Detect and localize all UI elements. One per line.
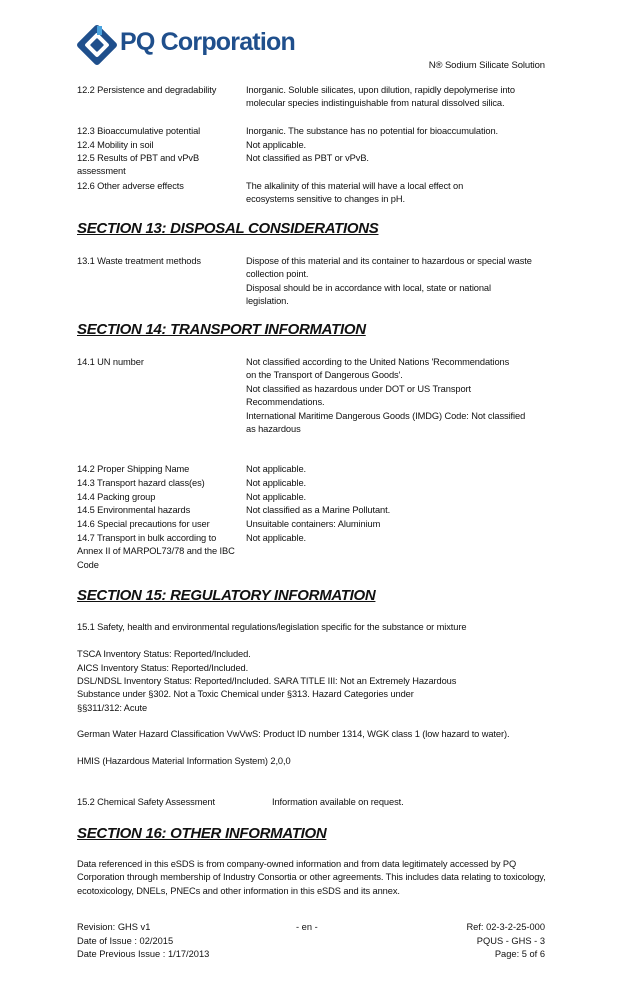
product-name: N® Sodium Silicate Solution (428, 60, 545, 71)
pq-logo-icon (76, 24, 118, 66)
footer-date-previous: Date Previous Issue : 1/17/2013 (77, 949, 210, 960)
item-value: Not classified as a Marine Pollutant. (246, 505, 391, 515)
item-label: 12.5 Results of PBT and vPvB assessment (77, 153, 200, 177)
item-label: 14.2 Proper Shipping Name (77, 464, 190, 474)
logo-text: PQ Corporation (120, 28, 295, 56)
item-value: International Maritime Dangerous Goods (IMDG) Code: Not classified as hazardous (246, 411, 526, 435)
item-label: 12.3 Bioaccumulative potential (77, 126, 201, 136)
item-value: Not classified according to the United Nations 'Recommendations on the Transport of Dangerous Goods'. (246, 357, 510, 381)
regulation-line: German Water Hazard Classification VwVwS: Product ID number 1314, WGK class 1 (low hazard to water). (77, 729, 510, 739)
item-value: Not applicable. (246, 533, 307, 543)
item-label: 13.1 Waste treatment methods (77, 256, 201, 266)
item-value: Not classified as PBT or vPvB. (246, 153, 369, 163)
item-value: Not applicable. (246, 140, 307, 150)
regulation-line: HMIS (Hazardous Material Information System) 2,0,0 (77, 756, 291, 766)
item-label: 12.4 Mobility in soil (77, 140, 154, 150)
item-value: Dispose of this material and its container to hazardous or special waste collection point. (246, 256, 532, 280)
item-value: Not applicable. (246, 478, 307, 488)
regulation-line: DSL/NDSL Inventory Status: Reported/Included. SARA TITLE III: Not an Extremely Hazardous Substance under §302. Not a Toxic Chemical under §313. Hazard Categories under §§311/312: Acute (77, 676, 457, 713)
other-info-paragraph: Data referenced in this eSDS is from company-owned information and from data legitimately accessed by PQ Corporation through membership of Industry Consortia or other agreements. This includes data relating to toxicology, ecotoxicology, DNELs, PNECs and other information in this eSDS and its annex. (77, 859, 546, 896)
item-label: 14.3 Transport hazard class(es) (77, 478, 205, 488)
item-value: The alkalinity of this material will have a local effect on ecosystems sensitive to changes in pH. (246, 181, 464, 205)
csa-label: 15.2 Chemical Safety Assessment (77, 797, 215, 807)
regulation-line: 15.1 Safety, health and environmental regulations/legislation specific for the substance or mixture (77, 622, 467, 632)
item-value: Not classified as hazardous under DOT or US Transport Recommendations. (246, 384, 471, 408)
csa-value: Information available on request. (272, 797, 404, 807)
company-logo (76, 24, 296, 68)
item-label: 14.4 Packing group (77, 492, 156, 502)
footer-revision: Revision: GHS v1 (77, 922, 151, 932)
section-heading: SECTION 14: TRANSPORT INFORMATION (77, 321, 366, 338)
footer-right (466, 921, 545, 962)
regulation-line: AICS Inventory Status: Reported/Included. (77, 663, 249, 673)
footer-language: - en - (296, 922, 318, 932)
item-label: 14.6 Special precautions for user (77, 519, 210, 529)
section-heading: SECTION 13: DISPOSAL CONSIDERATIONS (77, 220, 379, 237)
item-label: 14.1 UN number (77, 357, 144, 367)
item-label: 12.6 Other adverse effects (77, 181, 184, 191)
footer-doc-code: PQUS - GHS - 3 (476, 935, 545, 946)
item-value: Not applicable. (246, 464, 307, 474)
item-value: Disposal should be in accordance with local, state or national legislation. (246, 283, 491, 307)
section-heading: SECTION 15: REGULATORY INFORMATION (77, 587, 376, 604)
item-label: 14.5 Environmental hazards (77, 505, 191, 515)
item-label: 14.7 Transport in bulk according to Annex II of MARPOL73/78 and the IBC Code (77, 533, 235, 570)
item-label: 12.2 Persistence and degradability (77, 85, 217, 95)
footer-ref: Ref: 02-3-2-25-000 (466, 922, 545, 932)
item-value: Inorganic. The substance has no potential for bioaccumulation. (246, 126, 499, 136)
item-value: Unsuitable containers: Aluminium (246, 519, 381, 529)
regulation-line: TSCA Inventory Status: Reported/Included. (77, 649, 251, 659)
footer-page: Page: 5 of 6 (494, 949, 545, 960)
item-value: Inorganic. Soluble silicates, upon dilution, rapidly depolymerise into molecular species indistinguishable from natural dissolved silica. (246, 85, 515, 109)
section-heading: SECTION 16: OTHER INFORMATION (77, 825, 327, 842)
item-value: Not applicable. (246, 492, 307, 502)
footer-left (77, 921, 209, 962)
footer-date-issue: Date of Issue : 02/2015 (77, 935, 174, 946)
